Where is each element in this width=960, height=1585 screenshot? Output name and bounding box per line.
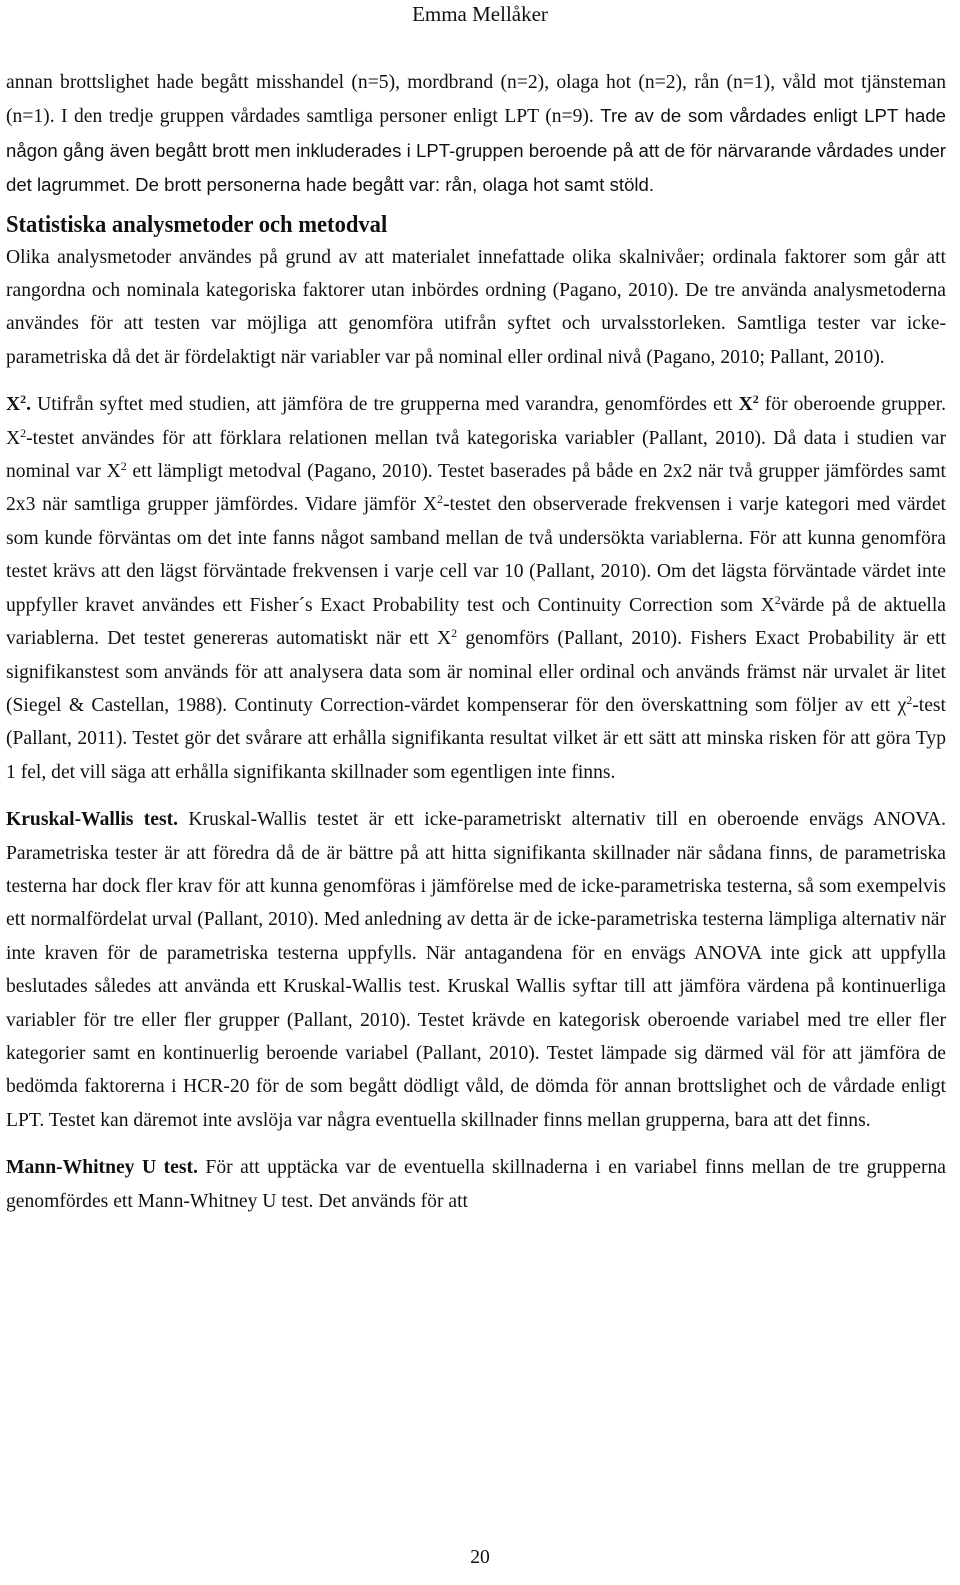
mann-whitney-paragraph xyxy=(6,1151,946,1218)
chi-symbol: $X^2$ xyxy=(6,425,27,449)
running-header: Emma Mellåker xyxy=(412,2,548,26)
intro-sans-text: Tre av de som vårdades enligt LPT hade någon gång även begått brott men inkluderades i LPT-gruppen beroende på att de för närvarande vårdades under det lagrummet. De brott personerna hade begått var: rån, olaga hot samt stöld. xyxy=(6,105,946,196)
chi-symbol: $X^2$ xyxy=(106,459,127,483)
mann-whitney-text: För att upptäcka var de eventuella skillnaderna i en variabel finns mellan de tre grupperna genomfördes ett Mann-Whitney U test. Det används för att xyxy=(6,1157,946,1212)
intro-paragraph xyxy=(6,66,946,203)
kruskal-wallis-lead: Kruskal-Wallis test. xyxy=(6,809,179,831)
chi-square-paragraph: $X^2$. Utifrån syftet med studien, att jämföra de tre grupperna med varandra, genomfördes ett $X^2$ för oberoende grupper. $X^2$-testet användes för att förklara relationen mellan två kategoriska variabler (Pallant, 2010). Då data i studien var nominal var $X^2$ ett lämpligt metodval (Pagano, 2010). Testet baserades på både en 2x2 när två grupper jämfördes samt 2x3 när samtliga grupper jämfördes. Vidare jämför $X^2$-testet den observerade frekvensen i varje kategori med värdet som kunde förväntas om det inte fanns något samband mellan de två undersökta variablerna. För att kunna genomföra testet krävs att den lägst förväntade frekvensen i varje cell var 10 (Pallant, 2010). Om det lägsta förväntade värdet inte uppfyller kravet användes ett Fisher´s Exact Probability test och Continuity Correction som $X^2värde$ på de aktuella variablerna. Det testet genereras automatiskt när ett $X^2$ genomförs (Pallant, 2010). Fishers Exact Probability är ett signifikanstest som används för att analysera data som är nominal eller ordinal och används främst när urvalet är litet (Siegel & Castellan, 1988). Continuty Correction-värdet kompenserar för den överskattning som följer av ett $\chi^2$-test (Pallant, 2011). Testet gör det svårare att erhålla signifikanta resultat vilket är ett sätt att minska risken för att göra Typ 1 fel, det vill säga att erhålla signifikanta skillnader som egentligen inte finns. xyxy=(6,392,947,783)
section-heading: Statistiska analysmetoder och metodval xyxy=(6,211,388,238)
kruskal-wallis-paragraph xyxy=(6,803,946,1137)
page-body xyxy=(6,66,946,1218)
chi-greek-symbol: $\chi^2$ xyxy=(897,692,913,716)
page-number: 20 xyxy=(470,1547,490,1568)
chi-square-lead: $X^2$. xyxy=(6,392,32,416)
intro-serif-text: annan brottslighet hade begått misshandel (n=5), mordbrand (n=2), olaga hot (n=2), rån (n=1), våld mot tjänsteman (n=1). I den tredje gruppen vårdades samtliga personer enligt LPT (n=9). xyxy=(6,72,946,128)
kruskal-wallis-text: Kruskal-Wallis testet är ett icke-parametriskt alternativ till en oberoende envägs ANOVA. Parametriska tester är att föredra då de är bättre på att hitta signifikanta skillnader när sådana finns, de parametriska testerna har dock fler krav för att kunna genomföras i jämförelse med de icke-parametriska testerna, så som exempelvis ett normalfördelat urval (Pallant, 2010). Med anledning av detta är de icke-parametriska testerna lämpliga alternativ när inte kraven för de parametriska testerna uppfylls. När antagandena för en envägs ANOVA inte gick att uppfylla beslutades således att använda ett Kruskal-Wallis test. Kruskal Wallis syftar till att jämföra värdena på kontinuerliga variabler för tre eller fler grupper (Pallant, 2010). Testet krävde en kategorisk oberoende variabel med tre eller fler kategorier samt en kontinuerlig beroende variabel (Pallant, 2010). Testet lämpade sig därmed väl för att jämföra de bedömda faktorerna i HCR-20 för de som begått dödligt våld, de dömda för annan brottslighet och de vårdade enligt LPT. Testet kan däremot inte avslöja var några eventuella skillnader finns mellan grupperna, bara att det finns. xyxy=(6,809,946,1131)
chi-symbol: $X^2$ xyxy=(422,492,444,516)
chi-symbol: $X^2$ xyxy=(760,592,781,616)
methods-paragraph: Olika analysmetoder användes på grund av att materialet innefattade olika skalnivåer; ordinala faktorer som går att rangordna och nominala kategoriska faktorer utan inbördes ordning (Pagano, 2010). De tre använda analysmetoderna användes för att testen var möjliga att genomföra utifrån syftet och urvalsstorleken. Samtliga tester var icke-parametriska då det är fördelaktigt när variabler var på nominal eller ordinal nivå (Pagano, 2010; Pallant, 2010). xyxy=(6,246,946,368)
chi-symbol: $X^2$ xyxy=(437,626,458,650)
chi-symbol-bold: $X^2$ xyxy=(738,392,759,416)
mann-whitney-lead: Mann-Whitney U test. xyxy=(6,1157,198,1179)
